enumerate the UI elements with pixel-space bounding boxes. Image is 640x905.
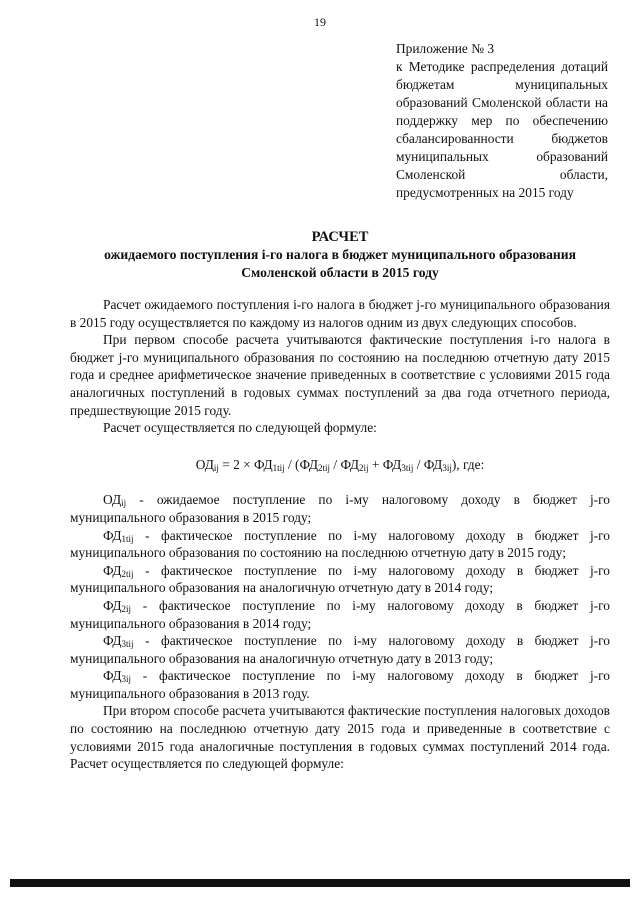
- formula-fd: ФД: [299, 456, 319, 472]
- def-text: - фактическое поступление по i-му налоговому доходу в бюджет j-го муниципального образования в 2013 году.: [70, 668, 610, 701]
- formula-sub: ij: [213, 462, 219, 473]
- def-sub: 1tij: [121, 533, 134, 544]
- definition-fd3: [70, 667, 610, 702]
- def-symbol: ФД: [103, 562, 122, 578]
- document-body: [70, 296, 610, 773]
- formula-sub: 3ij: [442, 462, 452, 473]
- def-text: - фактическое поступление по i-му налоговому доходу в бюджет j-го муниципального образования по состоянию на последнюю отчетную дату в 2015 году;: [70, 527, 610, 561]
- def-symbol: ФД: [103, 633, 122, 649]
- paragraph-method-two: При втором способе расчета учитываются фактические поступления налоговых доходов по состоянию на последнюю отчетную дату 2015 года и приведенные в соответствие с условиями 2015 года аналогичные поступления в годовых суммах поступлений 2014 года. Расчет осуществляется по следующей формуле:: [70, 703, 610, 772]
- formula-text: ), где:: [451, 456, 485, 472]
- page-number: 19: [314, 15, 326, 29]
- definition-fd2: [70, 597, 610, 632]
- formula-sub: 2ij: [359, 462, 369, 473]
- definition-fd3t: [70, 632, 610, 667]
- formula-fd: ФД: [382, 456, 402, 472]
- formula-od: ОД: [195, 456, 214, 472]
- def-symbol: ОД: [103, 492, 122, 508]
- formula-text: = 2 ×: [218, 456, 255, 472]
- def-text: - фактическое поступление по i-му налоговому доходу в бюджет j-го муниципального образования на аналогичную отчетную дату в 2014 году;: [70, 562, 610, 596]
- document-title: РАСЧЕТ: [311, 229, 369, 245]
- formula-fd: ФД: [423, 456, 443, 472]
- def-sub: 2tij: [121, 568, 134, 579]
- formula-sub: 2tij: [318, 462, 331, 473]
- paragraph-intro: Расчет ожидаемого поступления i-го налога в бюджет j-го муниципального образования в 2015 году осуществляется по каждому из налогов одним из двух следующих способов.: [70, 297, 610, 330]
- def-sub: 3ij: [121, 674, 132, 685]
- def-symbol: ФД: [103, 527, 122, 543]
- formula-text: /: [330, 456, 341, 472]
- formula-text: /: [413, 456, 424, 472]
- formula-text: +: [368, 456, 383, 472]
- definition-fd1t: [70, 527, 610, 562]
- def-sub: 2ij: [121, 603, 132, 614]
- bottom-scan-border: [10, 879, 630, 887]
- definition-od: [70, 491, 610, 526]
- def-text: - фактическое поступление по i-му налоговому доходу в бюджет j-го муниципального образования на аналогичную отчетную дату в 2013 году;: [70, 633, 610, 666]
- def-text: - фактическое поступление по i-му налоговому доходу в бюджет j-го муниципального образования в 2014 году;: [70, 597, 610, 631]
- def-sub: ij: [121, 498, 127, 509]
- appendix-title: Приложение № 3: [396, 41, 495, 56]
- document-subtitle: ожидаемого поступления i-го налога в бюджет муниципального образования Смоленской области в 2015 году: [104, 247, 576, 280]
- def-symbol: ФД: [103, 668, 122, 684]
- formula-sub: 3tij: [401, 462, 414, 473]
- formula: [70, 456, 610, 474]
- def-sub: 3tij: [121, 639, 134, 650]
- paragraph-formula-lead: Расчет осуществляется по следующей формуле:: [103, 420, 377, 436]
- paragraph-method-one: При первом способе расчета учитываются фактические поступления i-го налога в бюджет j-го муниципального образования по состоянию на последнюю отчетную дату 2015 года и среднее арифметическое значение приведенных в соответствие с условиями 2015 года аналогичных поступлений в годовых суммах поступлений за два года отчетного периода, предшествующие 2015 году.: [70, 332, 610, 418]
- definition-fd2t: [70, 562, 610, 597]
- def-text: - ожидаемое поступление по i-му налоговому доходу в бюджет j-го муниципального образования в 2015 году;: [70, 492, 610, 525]
- formula-sub: 1tij: [272, 462, 285, 473]
- appendix-block: [396, 40, 608, 202]
- formula-text: / (: [284, 456, 300, 472]
- formula-fd: ФД: [254, 456, 273, 472]
- def-symbol: ФД: [103, 597, 122, 613]
- formula-fd: ФД: [340, 456, 360, 472]
- appendix-body: к Методике распределения дотаций бюджетам муниципальных образований Смоленской области на поддержку мер по обеспечению сбалансированности бюджетов муниципальных образований Смоленской области, предусмотренных на 2015 году: [396, 59, 608, 200]
